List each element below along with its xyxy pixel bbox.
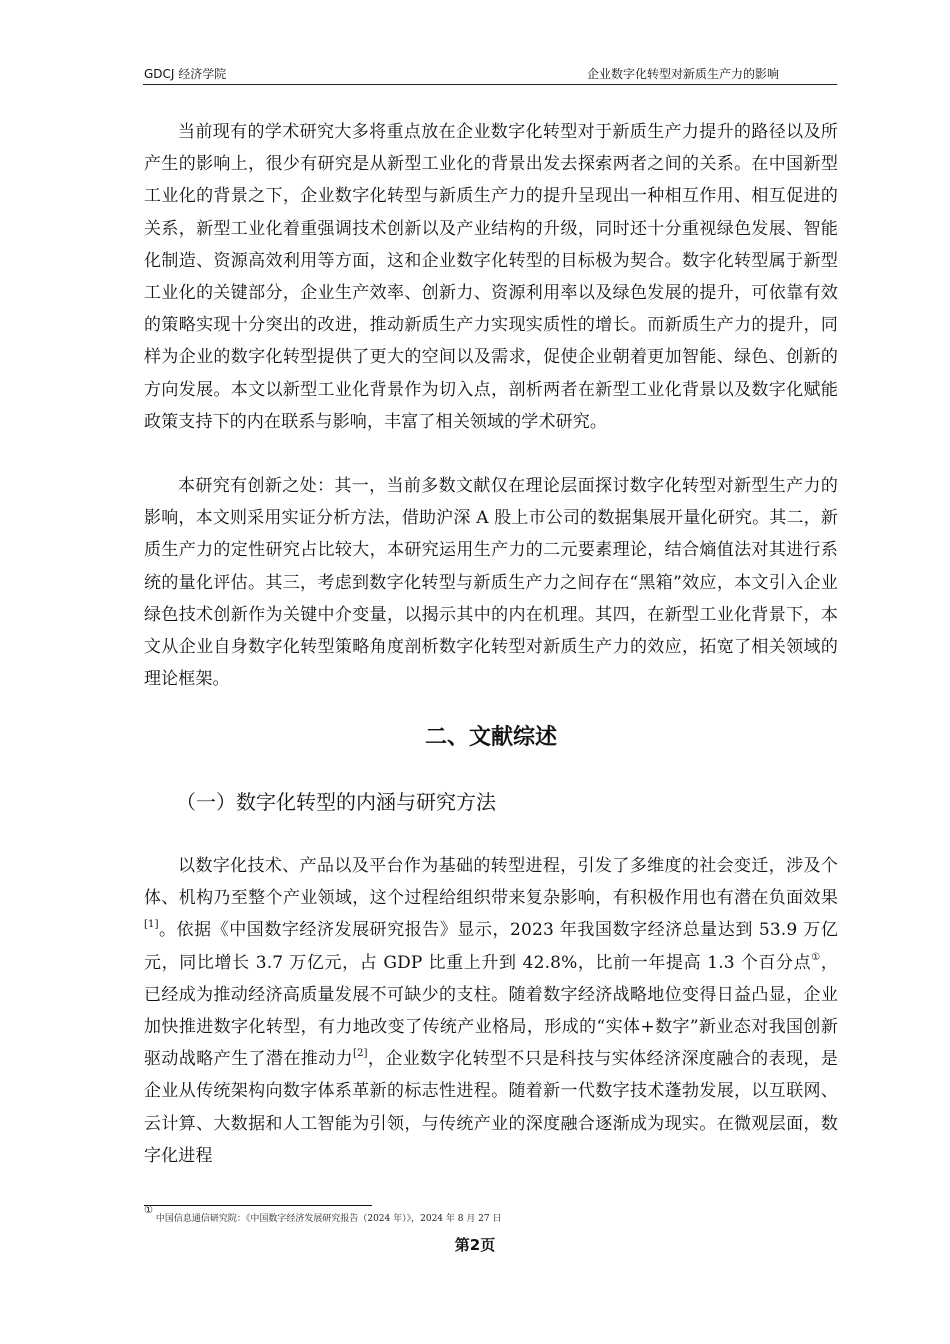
paragraph-2: 本研究有创新之处：其一，当前多数文献仅在理论层面探讨数字化转型对新型生产力的影响，本文则采用实证分析方法，借助沪深 A 股上市公司的数据集展开量化研究。其二，新质生产力的定性研究占比较大，本研究运用生产力的二元要素理论，结合熵值法对其进行系统的量化评估。其三，考虑到数字化转型与新质生产力之间存在“黑箱”效应，本文引入企业绿色技术创新作为关键中介变量，以揭示其中的内在机理。其四，在新型工业化背景下，本文从企业自身数字化转型策略角度剖析数字化转型对新质生产力的效应，拓宽了相关领域的理论框架。 <box>144 476 838 690</box>
header-left-text: GDCJ 经济学院 <box>144 67 227 81</box>
header-right-text: 企业数字化转型对新质生产力的影响 <box>586 67 779 81</box>
citation-2[interactable]: [2] <box>353 1048 368 1060</box>
paragraph-3-part-b: 。依据《中国数字经济发展研究报告》显示，2023 年我国数字经济总量达到 53.9 万亿元，同比增长 3.7 万亿元，占 GDP 比重上升到 42.8%，比前一年提高 1.3 个百分点 <box>144 920 838 973</box>
subsection-heading: （一）数字化转型的内涵与研究方法 <box>176 790 496 814</box>
running-header <box>143 66 837 85</box>
paragraph-1: 当前现有的学术研究大多将重点放在企业数字化转型对于新质生产力提升的路径以及所产生的影响上，很少有研究是从新型工业化的背景出发去探索两者之间的关系。在中国新型工业化的背景之下，企业数字化转型与新质生产力的提升呈现出一种相互作用、相互促进的关系，新型工业化着重强调技术创新以及产业结构的升级，同时还十分重视绿色发展、智能化制造、资源高效利用等方面，这和企业数字化转型的目标极为契合。数字化转型属于新型工业化的关键部分，企业生产效率、创新力、资源利用率以及绿色发展的提升，可依靠有效的策略实现十分突出的改进，推动新质生产力实现实质性的增长。而新质生产力的提升，同样为企业的数字化转型提供了更大的空间以及需求，促使企业朝着更加智能、绿色、创新的方向发展。本文以新型工业化背景作为切入点，剖析两者在新型工业化背景以及数字化赋能政策支持下的内在联系与影响，丰富了相关领域的学术研究。 <box>144 122 838 432</box>
footnote-divider <box>144 1205 372 1206</box>
paragraph-3-part-a: 以数字化技术、产品以及平台作为基础的转型进程，引发了多维度的社会变迁，涉及个体、机构乃至整个产业领域，这个过程给组织带来复杂影响，有积极作用也有潜在负面效果 <box>144 856 838 909</box>
page-number: 第2页 <box>454 1236 496 1254</box>
footnote-marker[interactable]: ① <box>811 951 821 963</box>
footnote-mark: ① <box>144 1205 153 1216</box>
citation-1[interactable]: [1] <box>144 919 159 931</box>
paragraph-3-part-d: ，企业数字化转型不只是科技与实体经济深度融合的表现，是企业从传统架构向数字体系革新的标志性进程。随着新一代数字技术蓬勃发展，以互联网、云计算、大数据和人工智能为引领，与传统产业的深度融合逐渐成为现实。在微观层面，数字化进程 <box>144 1049 838 1166</box>
footnote-text: 中国信息通信研究院：《中国数字经济发展研究报告（2024 年）》，2024 年 8 月 27 日 <box>155 1214 502 1224</box>
section-heading: 二、文献综述 <box>424 725 557 750</box>
paragraph-3 <box>144 850 838 1172</box>
footnote <box>144 1205 502 1226</box>
paragraph-3-part-c: ，已经成为推动经济高质量发展不可缺少的支柱。随着数字经济战略地位变得日益凸显，企业加快推进数字化转型，有力地改变了传统产业格局，形成的“实体+数字”新业态对我国创新驱动战略产生了潜在推动力 <box>144 952 838 1070</box>
